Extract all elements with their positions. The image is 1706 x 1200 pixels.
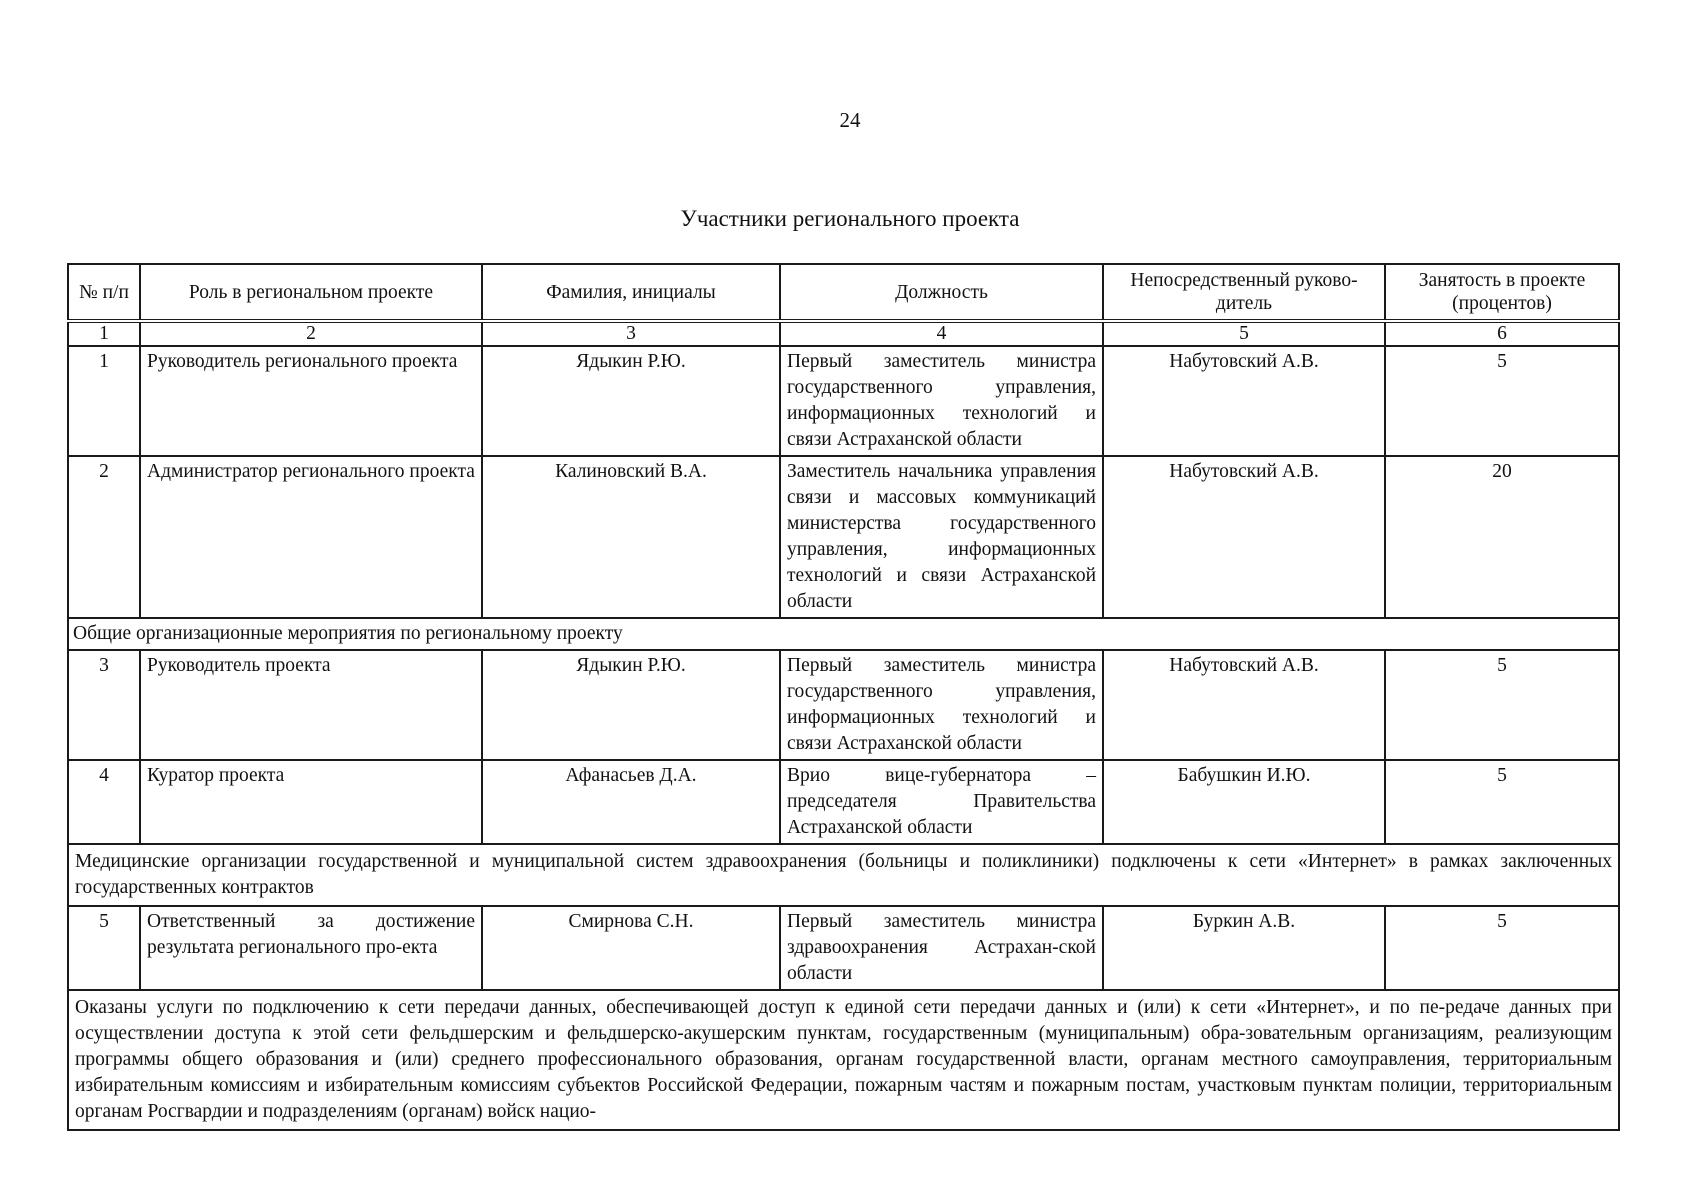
row-manager: Набутовский А.В. bbox=[1103, 650, 1385, 760]
row-position: Первый заместитель министра государственного управления, информационных технологий и связи Астраханской области bbox=[780, 346, 1103, 456]
row-role: Руководитель регионального проекта bbox=[140, 346, 482, 456]
row-number: 1 bbox=[68, 346, 140, 456]
header-number: № п/п bbox=[68, 264, 140, 321]
section-row bbox=[68, 990, 1619, 1130]
row-position: Первый заместитель министра государственного управления, информационных технологий и связи Астраханской области bbox=[780, 650, 1103, 760]
header-name: Фамилия, инициалы bbox=[482, 264, 780, 321]
header-role: Роль в региональном проекте bbox=[140, 264, 482, 321]
column-number: 4 bbox=[780, 321, 1103, 346]
row-name: Смирнова С.Н. bbox=[482, 906, 780, 990]
column-number: 6 bbox=[1385, 321, 1619, 346]
row-number: 5 bbox=[68, 906, 140, 990]
row-number: 2 bbox=[68, 456, 140, 618]
column-number-row bbox=[68, 321, 1619, 346]
section-row bbox=[68, 844, 1619, 906]
row-position: Заместитель начальника управления связи и массовых коммуникаций министерства государственного управления, информационных технологий и связи Астраханской области bbox=[780, 456, 1103, 618]
row-manager: Буркин А.В. bbox=[1103, 906, 1385, 990]
table-row bbox=[68, 650, 1619, 760]
row-role: Администратор регионального проекта bbox=[140, 456, 482, 618]
row-employment: 5 bbox=[1385, 760, 1619, 844]
row-name: Калиновский В.А. bbox=[482, 456, 780, 618]
row-name: Афанасьев Д.А. bbox=[482, 760, 780, 844]
column-number: 1 bbox=[68, 321, 140, 346]
row-employment: 5 bbox=[1385, 346, 1619, 456]
table-row bbox=[68, 760, 1619, 844]
participants-table bbox=[67, 263, 1620, 1131]
header-position: Должность bbox=[780, 264, 1103, 321]
row-role: Руководитель проекта bbox=[140, 650, 482, 760]
row-name: Ядыкин Р.Ю. bbox=[482, 346, 780, 456]
header-manager: Непосредственный руково-дитель bbox=[1103, 264, 1385, 321]
document-title: Участники регионального проекта bbox=[680, 206, 1020, 231]
column-number: 2 bbox=[140, 321, 482, 346]
page-number: 24 bbox=[839, 108, 861, 132]
participants-table-container bbox=[67, 263, 1618, 1131]
row-employment: 5 bbox=[1385, 906, 1619, 990]
row-position: Первый заместитель министра здравоохранения Астрахан-ской области bbox=[780, 906, 1103, 990]
row-employment: 20 bbox=[1385, 456, 1619, 618]
row-manager: Бабушкин И.Ю. bbox=[1103, 760, 1385, 844]
row-number: 3 bbox=[68, 650, 140, 760]
section-title: Общие организационные мероприятия по региональному проекту bbox=[68, 618, 1619, 650]
row-employment: 5 bbox=[1385, 650, 1619, 760]
row-manager: Набутовский А.В. bbox=[1103, 346, 1385, 456]
header-employment: Занятость в проекте (процентов) bbox=[1385, 264, 1619, 321]
column-number: 5 bbox=[1103, 321, 1385, 346]
row-name: Ядыкин Р.Ю. bbox=[482, 650, 780, 760]
row-position: Врио вице-губернатора – председателя Правительства Астраханской области bbox=[780, 760, 1103, 844]
table-row bbox=[68, 346, 1619, 456]
column-number: 3 bbox=[482, 321, 780, 346]
row-manager: Набутовский А.В. bbox=[1103, 456, 1385, 618]
section-title: Медицинские организации государственной и муниципальной систем здравоохранения (больницы и поликлиники) подключены к сети «Интернет» в рамках заключенных государственных контрактов bbox=[68, 844, 1619, 906]
section-row bbox=[68, 618, 1619, 650]
table-row bbox=[68, 906, 1619, 990]
row-number: 4 bbox=[68, 760, 140, 844]
table-header-row bbox=[68, 264, 1619, 321]
row-role: Куратор проекта bbox=[140, 760, 482, 844]
row-role: Ответственный за достижение результата регионального про-екта bbox=[140, 906, 482, 990]
section-title: Оказаны услуги по подключению к сети передачи данных, обеспечивающей доступ к единой сети передачи данных и (или) к сети «Интернет», и по пе-редаче данных при осуществлении доступа к этой сети фельдшерским и фельдшерско-акушерским пунктам, государственным (муниципальным) обра-зовательным организациям, реализующим программы общего образования и (или) среднего профессионального образования, органам государственной власти, органам местного самоуправления, территориальным избирательным комиссиям и избирательным комиссиям субъектов Российской Федерации, пожарным частям и пожарным постам, участковым пунктам полиции, территориальным органам Росгвардии и подразделениям (органам) войск нацио- bbox=[68, 990, 1619, 1130]
table-row bbox=[68, 456, 1619, 618]
